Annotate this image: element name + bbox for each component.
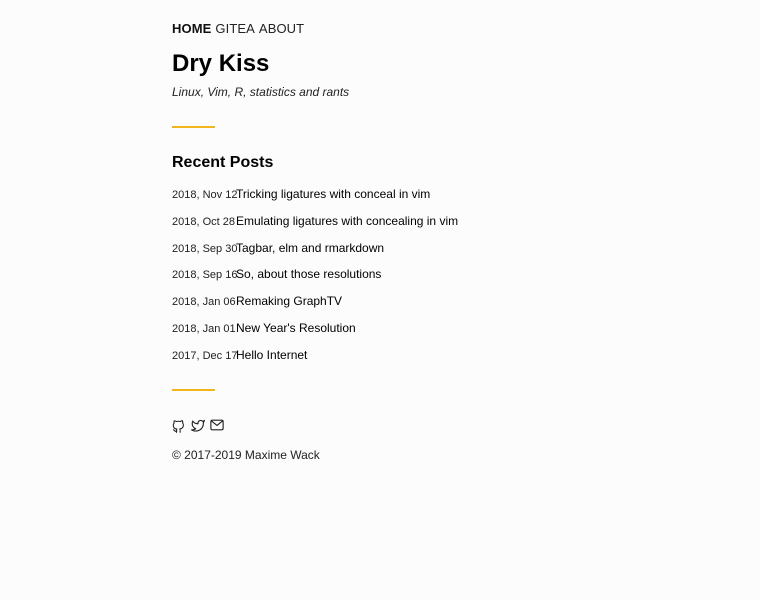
list-item bbox=[172, 241, 458, 268]
site-tagline: Linux, Vim, R, statistics and rants bbox=[172, 85, 350, 99]
github-icon[interactable] bbox=[172, 419, 186, 433]
post-link[interactable]: Emulating ligatures with concealing in vim bbox=[236, 213, 459, 228]
post-date: 2018, Jan 06 bbox=[172, 296, 236, 309]
post-link[interactable]: Hello Internet bbox=[236, 347, 308, 362]
social-links bbox=[172, 419, 224, 433]
post-link[interactable]: Remaking GraphTV bbox=[236, 294, 343, 309]
nav-home-link[interactable]: HOME bbox=[172, 21, 212, 36]
post-link[interactable]: So, about those resolutions bbox=[236, 267, 382, 282]
recent-posts-list bbox=[172, 187, 458, 375]
post-date: 2018, Jan 01 bbox=[172, 322, 236, 335]
post-date: 2018, Sep 30 bbox=[172, 242, 238, 255]
list-item bbox=[172, 294, 458, 321]
post-link[interactable]: New Year's Resolution bbox=[236, 320, 356, 335]
mail-icon[interactable] bbox=[210, 419, 224, 433]
post-date: 2018, Oct 28 bbox=[172, 215, 235, 228]
list-item bbox=[172, 348, 458, 375]
nav-about-link[interactable]: ABOUT bbox=[258, 21, 305, 36]
list-item bbox=[172, 214, 458, 241]
accent-divider bbox=[172, 389, 215, 391]
post-date: 2018, Nov 12 bbox=[172, 189, 238, 201]
post-date: 2018, Sep 16 bbox=[172, 269, 238, 282]
twitter-icon[interactable] bbox=[191, 419, 205, 433]
list-item bbox=[172, 187, 458, 214]
list-item bbox=[172, 267, 458, 294]
post-link[interactable]: Tagbar, elm and rmarkdown bbox=[236, 240, 385, 255]
top-nav bbox=[172, 21, 304, 36]
post-link[interactable]: Tricking ligatures with conceal in vim bbox=[236, 187, 431, 201]
list-item bbox=[172, 321, 458, 348]
recent-posts-heading: Recent Posts bbox=[172, 154, 274, 171]
nav-gitea-link[interactable]: GITEA bbox=[215, 21, 255, 36]
footer-copyright: © 2017-2019 Maxime Wack bbox=[172, 448, 320, 462]
post-date: 2017, Dec 17 bbox=[172, 349, 238, 362]
site-title: Dry Kiss bbox=[172, 50, 270, 77]
accent-divider bbox=[172, 126, 215, 128]
